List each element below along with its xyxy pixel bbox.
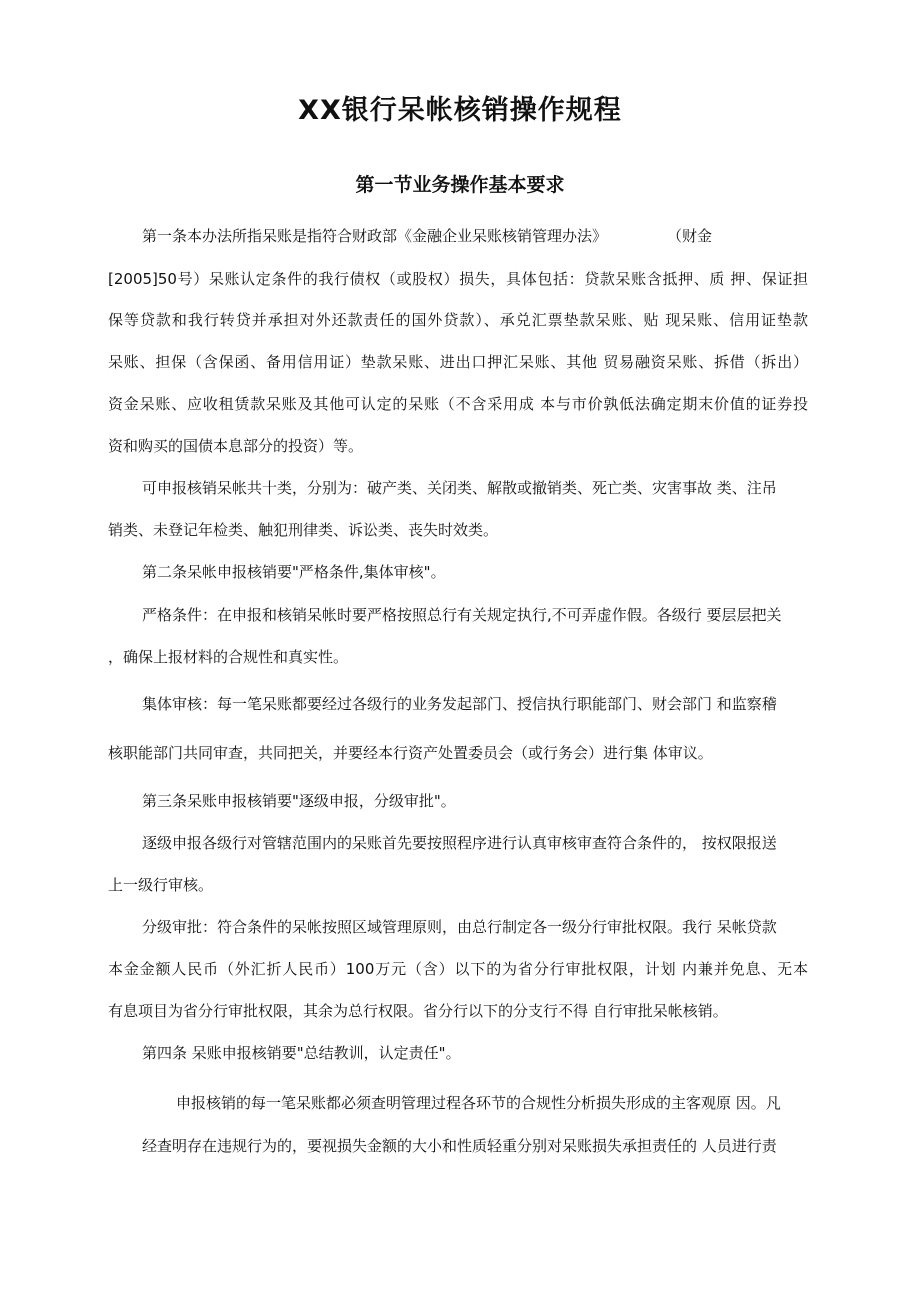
paragraph-line: ，确保上报材料的合规性和真实性。 [108,648,349,666]
paragraph-line: 第一条本办法所指呆账是指符合财政部《金融企业呆账核销管理办法》 （财金 [142,227,713,245]
paragraph-line: [2005]50号）呆账认定条件的我行债权（或股权）损失，具体包括：贷款呆账含抵押、质 押、保证担 [108,270,808,288]
paragraph-line: 第三条呆账申报核销要"逐级申报，分级审批"。 [142,792,456,810]
paragraph-line: 严格条件：在申报和核销呆帐时要严格按照总行有关规定执行,不可弄虚作假。各级行 要层层把关 [142,606,782,624]
paragraph-line: 分级审批：符合条件的呆帐按照区域管理原则，由总行制定各一级分行审批权限。我行 呆帐贷款 [142,918,777,936]
paragraph-line: 申报核销的每一笔呆账都必须查明管理过程各环节的合规性分析损失形成的主客观原 因。凡 [176,1094,781,1112]
document-title: XX银行呆帐核销操作规程 [298,95,622,126]
paragraph-line: 本金金额人民币（外汇折人民币）100万元（含）以下的为省分行审批权限，计划 内兼并免息、无本 [108,960,808,978]
paragraph-line: 第二条呆帐申报核销要"严格条件,集体审核"。 [142,563,446,581]
paragraph-line: 保等贷款和我行转贷并承担对外还款责任的国外贷款）、承兑汇票垫款呆账、贴 现呆账、信用证垫款 [108,311,808,329]
paragraph-line: 资和购买的国债本息部分的投资）等。 [108,437,364,455]
paragraph-line: 可申报核销呆帐共十类，分别为：破产类、关闭类、解散或撤销类、死亡类、灾害事故 类、注吊 [142,479,777,497]
paragraph-line: 第四条 呆账申报核销要"总结教训，认定责任"。 [142,1044,461,1062]
paragraph-line: 销类、未登记年检类、触犯刑律类、诉讼类、丧失时效类。 [108,521,499,539]
section-title: 第一节业务操作基本要求 [355,174,565,196]
paragraph-line: 逐级申报各级行对管辖范围内的呆账首先要按照程序进行认真审核审查符合条件的， 按权限报送 [142,834,777,852]
paragraph-line: 资金呆账、应收租赁款呆账及其他可认定的呆账（不含采用成 本与市价孰低法确定期末价值的证券投 [108,395,808,413]
paragraph-line: 有息项目为省分行审批权限，其余为总行权限。省分行以下的分支行不得 自行审批呆帐核销。 [108,1002,728,1020]
paragraph-line: 核职能部门共同审查，共同把关，并要经本行资产处置委员会（或行务会）进行集 体审议。 [108,744,713,762]
paragraph-line: 集体审核：每一笔呆账都要经过各级行的业务发起部门、授信执行职能部门、财会部门 和监察稽 [142,695,777,713]
paragraph-line: 呆账、担保（含保函、备用信用证）垫款呆账、进出口押汇呆账、其他 贸易融资呆账、拆借（拆出） [108,353,808,371]
paragraph-line: 上一级行审核。 [108,876,214,894]
paragraph-line: 经查明存在违规行为的，要视损失金额的大小和性质轻重分别对呆账损失承担责任的 人员进行责 [142,1137,777,1155]
